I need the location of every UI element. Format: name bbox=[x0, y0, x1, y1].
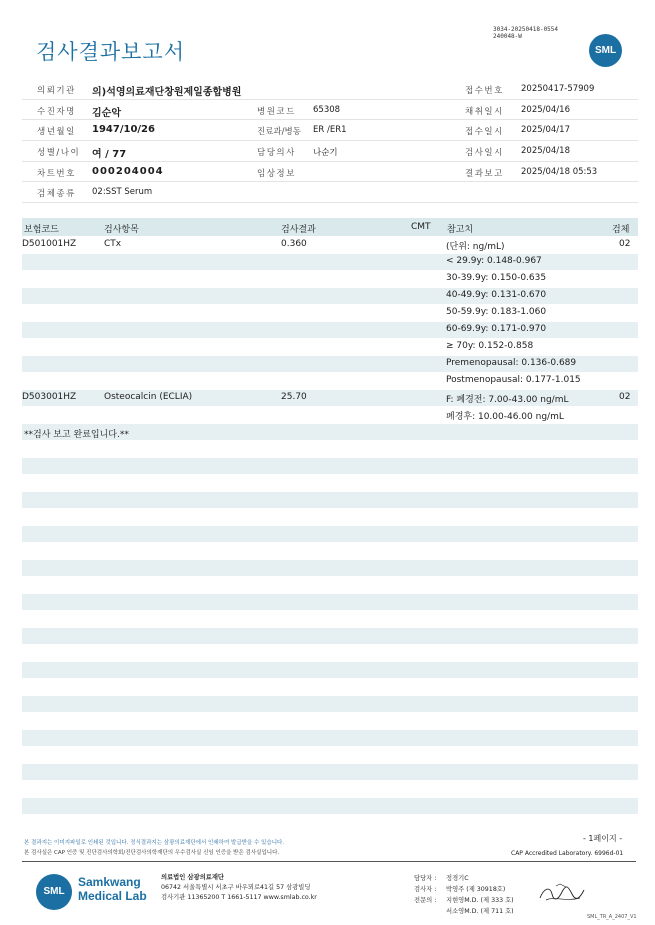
patient-info bbox=[22, 79, 638, 203]
row-band bbox=[22, 254, 638, 270]
footer-divider bbox=[22, 861, 636, 862]
header-specimen: 검체 bbox=[612, 225, 630, 235]
info-row-patient bbox=[22, 100, 638, 121]
org-name: 의료법인 삼광의료재단 bbox=[161, 874, 225, 881]
sml-logo: SML bbox=[36, 874, 72, 910]
patient-label: 수진자명 bbox=[37, 106, 76, 117]
collect-date-value: 2025/04/16 bbox=[521, 104, 570, 115]
row-band bbox=[22, 458, 638, 474]
patient-value: 김순악 bbox=[92, 107, 121, 119]
info-row-sex-age bbox=[22, 141, 638, 162]
doctor-label: 담당의사 bbox=[257, 148, 296, 159]
header-code: 보험코드 bbox=[24, 225, 59, 235]
ref-line: Postmenopausal: 0.177-1.015 bbox=[446, 375, 581, 385]
ref-line: < 29.9y: 0.148-0.967 bbox=[446, 256, 542, 266]
row-code: D501001HZ bbox=[22, 239, 77, 249]
clinical-info-label: 임상정보 bbox=[257, 168, 296, 179]
row-band bbox=[22, 696, 638, 712]
footer-note-cap: 본 검사실은 CAP 인증 및 진단검사의학회/진단검사의학재단의 우수검사실 신임 인증을 받은 검사실입니다. bbox=[24, 850, 280, 856]
sex-age-label: 성별/나이 bbox=[37, 148, 81, 159]
header-item: 검사항목 bbox=[104, 225, 139, 235]
receipt-no-value: 20250417-57909 bbox=[521, 84, 595, 94]
document-code: 3034-20250418-0554 240048-W bbox=[493, 26, 559, 40]
row-result: 25.70 bbox=[281, 392, 307, 402]
row-band bbox=[22, 730, 638, 746]
info-row-birth bbox=[22, 120, 638, 141]
cap-accreditation: CAP Accredited Laboratory. 6996d-01 bbox=[511, 850, 624, 857]
form-version: SML_TR_A_2407_V1 bbox=[587, 914, 637, 920]
header-result: 검사결과 bbox=[281, 225, 316, 235]
ref-line: (단위: ng/mL) bbox=[446, 242, 505, 252]
contact-line: 검사기관 11365200 T 1661-5117 www.smlab.co.kr bbox=[161, 894, 317, 901]
signature-image bbox=[536, 880, 588, 906]
info-row-chart bbox=[22, 162, 638, 183]
hospital-code-label: 병원코드 bbox=[257, 106, 296, 117]
row-band bbox=[22, 560, 638, 576]
receipt-no-label: 접수번호 bbox=[465, 86, 504, 96]
row-specimen: 02 bbox=[619, 392, 631, 402]
hospital-code-value: 65308 bbox=[313, 104, 341, 115]
staff-row: 서소영M.D. (제 711 호) bbox=[446, 908, 514, 915]
page-number: - 1페이지 - bbox=[583, 834, 623, 843]
ref-line: 폐경후: 10.00-46.00 ng/mL bbox=[446, 412, 564, 422]
ref-line: ≥ 70y: 0.152-0.858 bbox=[446, 341, 534, 351]
row-item: Osteocalcin (ECLIA) bbox=[104, 392, 193, 402]
requester-value: 의)석영의료재단창원제일종합병원 bbox=[92, 87, 242, 98]
staff-row: 검사자 : 박영주 (제 30918호) bbox=[414, 886, 506, 893]
dept-value: ER /ER1 bbox=[313, 125, 347, 136]
row-band bbox=[22, 662, 638, 678]
report-complete-note: **검사 보고 완료입니다.** bbox=[24, 430, 129, 440]
info-row-requester bbox=[22, 79, 638, 100]
row-band bbox=[22, 628, 638, 644]
staff-row: 담당자 : 정경기C bbox=[414, 875, 469, 882]
report-label: 결과보고 bbox=[465, 168, 504, 179]
row-band bbox=[22, 526, 638, 542]
ref-line: 60-69.9y: 0.171-0.970 bbox=[446, 324, 547, 334]
footer-address bbox=[161, 873, 317, 903]
row-band bbox=[22, 764, 638, 780]
receipt-date-label: 접수일시 bbox=[465, 127, 504, 138]
header-ref: 참고치 bbox=[447, 225, 474, 235]
requester-label: 의뢰기관 bbox=[37, 86, 76, 96]
results-table-header bbox=[22, 218, 638, 236]
report-date-value: 2025/04/18 05:53 bbox=[521, 166, 598, 177]
staff-row: 전문의 : 지현영M.D. (제 333 호) bbox=[414, 897, 514, 904]
test-date-label: 검사일시 bbox=[465, 148, 504, 159]
test-date-value: 2025/04/18 bbox=[521, 146, 570, 157]
chart-no-value: 000204004 bbox=[92, 165, 164, 177]
address-line: 06742 서울특별시 서초구 바우뫼로41길 57 삼광빌딩 bbox=[161, 884, 311, 891]
staff-list bbox=[414, 873, 514, 917]
dept-label: 진료과/병동 bbox=[257, 127, 301, 138]
collect-date-label: 채취일시 bbox=[465, 106, 504, 117]
page-title: 검사결과보고서 bbox=[36, 40, 186, 64]
brand-name: Samkwang Medical Lab bbox=[78, 875, 147, 903]
ref-line: F: 폐경전: 7.00-43.00 ng/mL bbox=[446, 395, 569, 405]
sex-age-value: 여 / 77 bbox=[92, 149, 127, 161]
row-specimen: 02 bbox=[619, 239, 631, 249]
ref-line: Premenopausal: 0.136-0.689 bbox=[446, 358, 577, 368]
row-result: 0.360 bbox=[281, 239, 307, 249]
footer-note-image: 본 결과지는 이미지파일로 인쇄된 것입니다. 정식결과지는 삼광의료재단에서 인쇄하여 발급받을 수 있습니다. bbox=[24, 840, 285, 846]
row-band bbox=[22, 492, 638, 508]
row-item: CTx bbox=[104, 239, 122, 249]
row-code: D503001HZ bbox=[22, 392, 77, 402]
sml-logo: SML bbox=[589, 34, 622, 67]
chart-no-label: 차트번호 bbox=[37, 168, 76, 179]
specimen-label: 검체종류 bbox=[37, 189, 76, 200]
specimen-value: 02:SST Serum bbox=[92, 187, 153, 198]
birth-label: 생년월일 bbox=[37, 127, 76, 138]
ref-line: 30-39.9y: 0.150-0.635 bbox=[446, 273, 547, 283]
row-band bbox=[22, 798, 638, 814]
info-row-specimen bbox=[22, 182, 638, 203]
doctor-value: 나순기 bbox=[313, 148, 338, 159]
receipt-date-value: 2025/04/17 bbox=[521, 125, 570, 136]
header-cmt: CMT bbox=[411, 222, 431, 232]
row-band bbox=[22, 594, 638, 610]
birth-value: 1947/10/26 bbox=[92, 124, 155, 136]
ref-line: 50-59.9y: 0.183-1.060 bbox=[446, 307, 547, 317]
ref-line: 40-49.9y: 0.131-0.670 bbox=[446, 290, 547, 300]
